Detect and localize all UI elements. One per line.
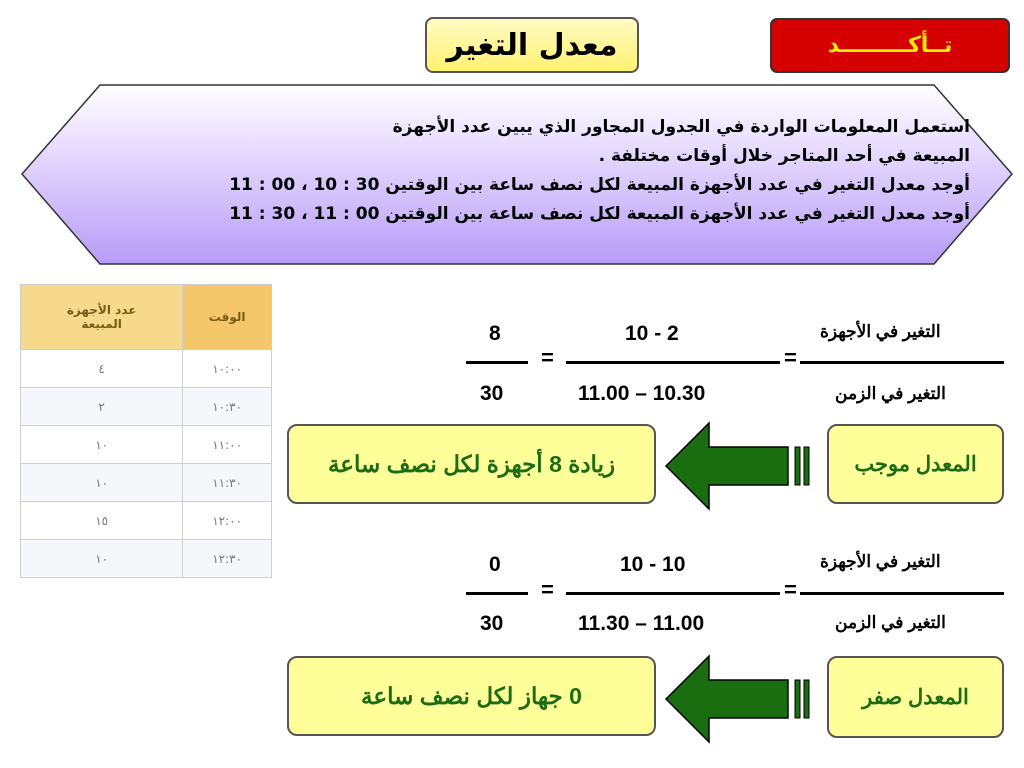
cell-count: ١٥ <box>21 502 183 540</box>
calc2-result-box <box>287 656 656 736</box>
table-row <box>21 388 272 426</box>
cell-count: ١٠ <box>21 540 183 578</box>
calc1-mid-bar <box>566 361 780 364</box>
table-row <box>21 540 272 578</box>
instruction-line-3: أوجد معدل التغير في عدد الأجهزة المبيعة لكل نصف ساعة بين الوقتين 30 : 10 ، 00 : 11 <box>229 175 970 195</box>
cell-time: ١٢:٠٠ <box>183 502 272 540</box>
calc1-label-top: التغير في الأجهزة <box>820 322 941 341</box>
calc2-mid-bottom: 11.30 – 11.00 <box>578 612 705 635</box>
calc2-res-bar <box>466 592 528 595</box>
calc2-eq-2: = <box>541 577 554 602</box>
header-count <box>21 285 183 350</box>
calc2-rate-label: المعدل صفر <box>862 685 969 709</box>
table-row <box>21 502 272 540</box>
table-row <box>21 426 272 464</box>
calc1-eq-1: = <box>784 345 797 370</box>
cell-time: ١٠:٠٠ <box>183 350 272 388</box>
calc2-res-bottom: 30 <box>480 612 504 635</box>
cell-time: ١٠:٣٠ <box>183 388 272 426</box>
calc2-label-bar <box>800 592 1004 595</box>
calc2-arrow-icon <box>664 654 824 744</box>
table-row <box>21 464 272 502</box>
instruction-line-1: استعمل المعلومات الواردة في الجدول المجاور الذي يبين عدد الأجهزة <box>392 117 970 137</box>
cell-count: ١٠ <box>21 464 183 502</box>
calc1-result-text: زيادة 8 أجهزة لكل نصف ساعة <box>327 450 616 477</box>
instruction-line-4: أوجد معدل التغير في عدد الأجهزة المبيعة لكل نصف ساعة بين الوقتين 00 : 11 ، 30 : 11 <box>229 204 970 224</box>
calc1-rate-label: المعدل موجب <box>854 452 977 476</box>
title-box <box>425 17 639 73</box>
calc2-result-text: 0 جهاز لكل نصف ساعة <box>361 682 582 709</box>
header-count-line-1: عدد الأجهزة <box>66 303 137 317</box>
instruction-line-2: المبيعة في أحد المتاجر خلال أوقات مختلفة . <box>598 146 970 166</box>
header-time: الوقت <box>183 285 272 350</box>
cell-count: ٢ <box>21 388 183 426</box>
calc1-label-bottom: التغير في الزمن <box>835 384 946 403</box>
cell-time: ١١:٠٠ <box>183 426 272 464</box>
instruction-text <box>55 113 970 229</box>
calc1-res-bar <box>466 361 528 364</box>
calc2-rate-box <box>827 656 1004 738</box>
cell-time: ١٢:٣٠ <box>183 540 272 578</box>
header-count-line-2: المبيعة <box>81 317 122 331</box>
calc1-eq-2: = <box>541 345 554 370</box>
calc1-arrow-icon <box>664 421 824 511</box>
check-button-label: تــأكـــــــــد <box>827 33 953 58</box>
calc1-result-box <box>287 424 656 504</box>
cell-count: ٤ <box>21 350 183 388</box>
calc2-label-top: التغير في الأجهزة <box>820 552 941 571</box>
table-header <box>21 285 272 350</box>
calc1-rate-box <box>827 424 1004 504</box>
cell-time: ١١:٣٠ <box>183 464 272 502</box>
page-title: معدل التغير <box>446 27 618 63</box>
calc2-mid-top: 10 - 10 <box>620 553 686 576</box>
calc1-mid-bottom: 11.00 – 10.30 <box>578 382 706 405</box>
calc1-mid-top: 10 - 2 <box>625 322 679 345</box>
calc1-res-bottom: 30 <box>480 382 504 405</box>
calc1-res-top: 8 <box>489 322 501 345</box>
table-row <box>21 350 272 388</box>
cell-count: ١٠ <box>21 426 183 464</box>
calc2-eq-1: = <box>784 577 797 602</box>
calc1-label-bar <box>800 361 1004 364</box>
calc2-label-bottom: التغير في الزمن <box>835 613 946 632</box>
check-button[interactable] <box>770 18 1010 73</box>
calc2-res-top: 0 <box>489 553 501 576</box>
sales-table <box>20 284 272 578</box>
calc2-mid-bar <box>566 592 780 595</box>
